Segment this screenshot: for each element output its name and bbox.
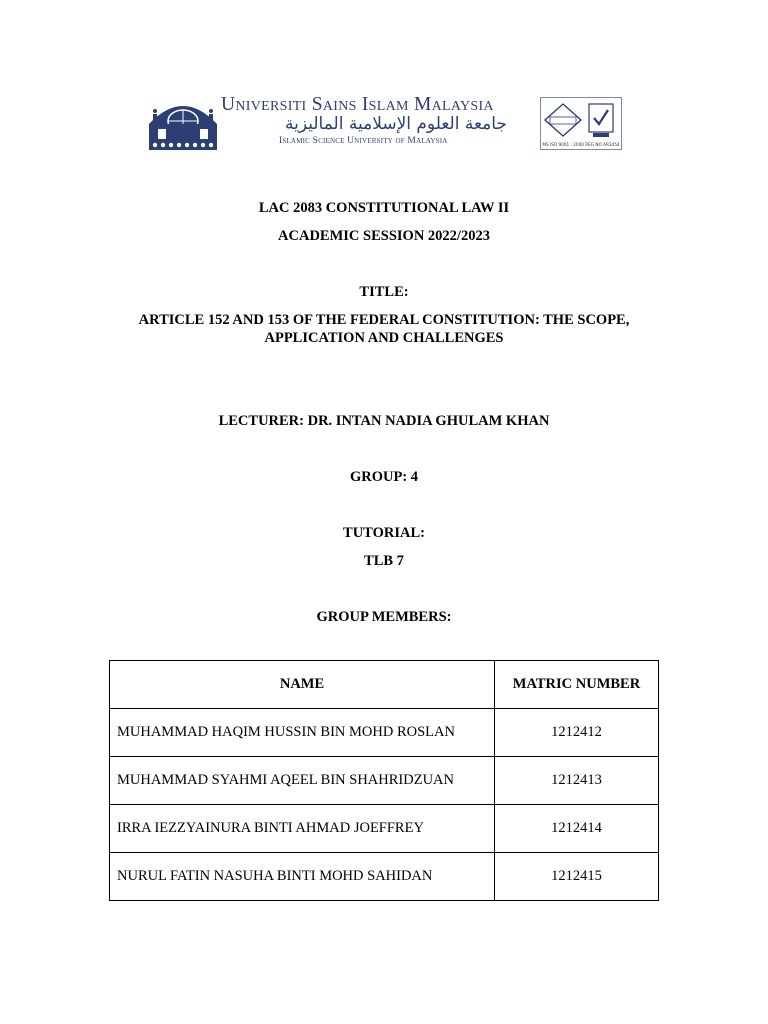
course-title: LAC 2083 CONSTITUTIONAL LAW II: [258, 200, 510, 216]
certification-number: MS ISO 9001 : 2000 REG NO AR3454: [542, 142, 620, 147]
member-matric: 1212415: [495, 853, 659, 901]
university-emblem-icon: [145, 94, 221, 152]
member-matric: 1212414: [495, 805, 659, 853]
table-row: [110, 853, 659, 901]
group-members-table: [109, 660, 659, 901]
title-line-1: ARTICLE 152 AND 153 OF THE FEDERAL CONSTITUTION: THE SCOPE,: [138, 312, 630, 328]
university-name: Universiti Sains Islam Malaysia: [221, 94, 494, 115]
member-matric: 1212413: [495, 757, 659, 805]
university-logo: [145, 94, 625, 152]
member-matric: 1212412: [495, 709, 659, 757]
title-line-2: APPLICATION AND CHALLENGES: [264, 330, 504, 346]
tutorial-value: TLB 7: [364, 553, 404, 569]
member-name: IRRA IEZZYAINURA BINTI AHMAD JOEFFREY: [110, 805, 495, 853]
university-name-english: Islamic Science University of Malaysia: [279, 136, 448, 146]
table-header-row: [110, 661, 659, 709]
lecturer: LECTURER: DR. INTAN NADIA GHULAM KHAN: [218, 413, 550, 429]
column-header-name: NAME: [110, 661, 495, 709]
member-name: MUHAMMAD HAQIM HUSSIN BIN MOHD ROSLAN: [110, 709, 495, 757]
group-members-heading: GROUP MEMBERS:: [316, 609, 452, 625]
member-name: NURUL FATIN NASUHA BINTI MOHD SAHIDAN: [110, 853, 495, 901]
table-row: [110, 709, 659, 757]
group-number: GROUP: 4: [349, 469, 419, 485]
university-name-arabic: جامعة العلوم الإسلامية الماليزية: [285, 114, 507, 134]
academic-session: ACADEMIC SESSION 2022/2023: [278, 228, 490, 244]
tutorial-label: TUTORIAL:: [343, 525, 425, 541]
member-name: MUHAMMAD SYAHMI AQEEL BIN SHAHRIDZUAN: [110, 757, 495, 805]
certification-mark: [540, 97, 622, 150]
table-row: [110, 805, 659, 853]
column-header-matric: MATRIC NUMBER: [495, 661, 659, 709]
table-row: [110, 757, 659, 805]
quality-system-icon: [541, 98, 621, 142]
title-label: TITLE:: [359, 284, 409, 300]
